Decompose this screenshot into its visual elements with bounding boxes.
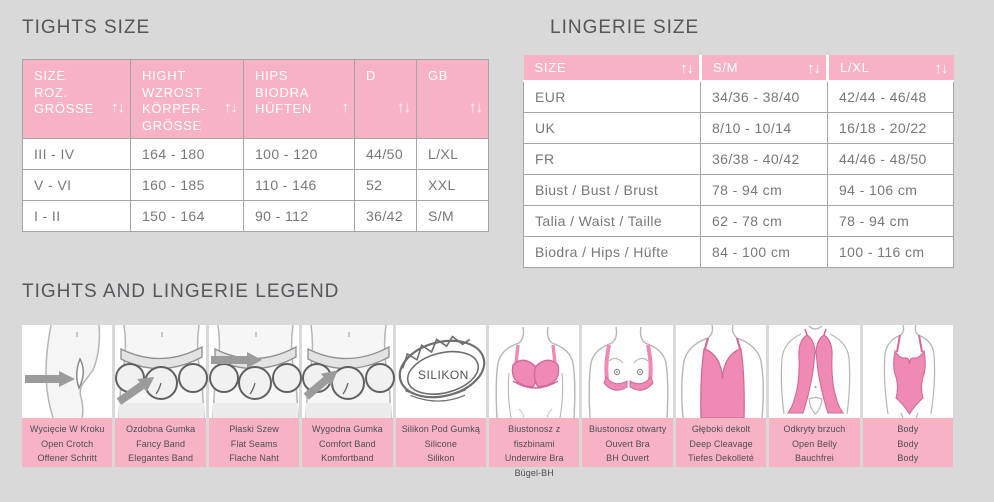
- tights-table-row: [23, 201, 489, 232]
- column-label-line: BIODRA: [255, 84, 310, 100]
- tights-table-row: [23, 139, 489, 170]
- legend-label-pl: Biustonosz otwarty: [588, 424, 667, 434]
- legend-item-deep-cleavage: [676, 325, 766, 467]
- legend-label-pl: Wycięcie W Kroku: [29, 424, 105, 434]
- legend-item-body: [863, 325, 953, 467]
- body-icon: [863, 325, 953, 418]
- lingerie-size-table: [523, 55, 954, 268]
- tights-cell-r1-c1: 160 - 185: [131, 170, 244, 201]
- sort-up-icon[interactable]: ↑: [341, 99, 348, 116]
- column-label-line: HIPS: [255, 68, 289, 83]
- legend-label-de: Tiefes Dekolleté: [688, 453, 754, 463]
- legend-caption: [676, 418, 766, 467]
- lingerie-column-header-s-m[interactable]: [701, 55, 828, 81]
- column-label-line: D: [366, 68, 377, 83]
- lingerie-table-row: [524, 143, 954, 174]
- tights-column-header-d[interactable]: [355, 60, 417, 139]
- legend-label-de: Offener Schritt: [37, 453, 97, 463]
- legend-item-ouvert-bra: [582, 325, 672, 467]
- tights-cell-r2-c4: S/M: [417, 201, 489, 232]
- legend-label-de: Flache Naht: [229, 453, 279, 463]
- ouvert-bra-icon: [582, 325, 672, 418]
- legend-label-pl: Body: [897, 424, 919, 434]
- fancy-band-icon: [115, 325, 205, 418]
- lingerie-cell-r3-c2: 94 - 106 cm: [828, 174, 954, 205]
- column-label-line: ROZ.: [34, 84, 68, 100]
- legend-label-pl: Odkryty brzuch: [783, 424, 846, 434]
- legend-label-pl: Płaski Szew: [229, 424, 279, 434]
- legend-label-en: Fancy Band: [136, 438, 186, 449]
- lingerie-cell-r3-c1: 78 - 94 cm: [701, 174, 828, 205]
- column-label-line: SIZE: [34, 68, 66, 83]
- legend-caption: [769, 418, 859, 467]
- legend-label-de: Silikon: [427, 453, 455, 463]
- legend-caption: [22, 418, 112, 467]
- sort-updown-icon[interactable]: ↑↓: [469, 99, 482, 116]
- tights-cell-r0-c1: 164 - 180: [131, 139, 244, 170]
- legend-title: TIGHTS AND LINGERIE LEGEND: [22, 281, 340, 302]
- lingerie-cell-r0-c1: 34/36 - 38/40: [701, 81, 828, 112]
- legend-caption: [115, 418, 205, 467]
- legend-label-de: Bauchfrei: [794, 453, 834, 463]
- column-label-line: WZROST: [142, 84, 203, 100]
- column-label-line: SIZE: [534, 60, 567, 75]
- lingerie-table-row: [524, 112, 954, 143]
- tights-cell-r2-c0: I - II: [23, 201, 131, 232]
- tights-cell-r1-c3: 52: [355, 170, 417, 201]
- tights-column-header-hips[interactable]: [244, 60, 355, 139]
- legend-caption: [302, 418, 392, 467]
- legend-label-pl: Biustonosz z fiszbinami: [508, 424, 561, 449]
- lingerie-table-row: [524, 81, 954, 112]
- column-label-line: KÖRPER-: [142, 101, 207, 116]
- lingerie-cell-r1-c2: 16/18 - 20/22: [828, 112, 954, 143]
- legend-label-pl: Ozdobna Gumka: [125, 424, 196, 434]
- lingerie-column-header-size[interactable]: [524, 55, 701, 81]
- tights-table-head: [23, 60, 489, 139]
- tights-column-header-hight[interactable]: [131, 60, 244, 139]
- lingerie-cell-r2-c2: 44/46 - 48/50: [828, 143, 954, 174]
- legend-item-comfort-band: [302, 325, 392, 467]
- lingerie-table-body: [524, 81, 954, 267]
- legend-caption: [396, 418, 486, 467]
- legend-label-de: BH Ouvert: [606, 453, 650, 463]
- tights-cell-r1-c0: V - VI: [23, 170, 131, 201]
- legend-item-flat-seams: [209, 325, 299, 467]
- legend-label-en: Comfort Band: [319, 438, 376, 449]
- tights-cell-r1-c2: 110 - 146: [244, 170, 355, 201]
- lingerie-cell-r3-c0: Biust / Bust / Brust: [524, 174, 701, 205]
- lingerie-cell-r5-c1: 84 - 100 cm: [701, 236, 828, 267]
- tights-size-title: TIGHTS SIZE: [22, 17, 151, 38]
- open-belly-icon: [769, 325, 859, 418]
- legend-label-en: Underwire Bra: [504, 453, 564, 463]
- sort-updown-icon[interactable]: ↑↓: [224, 99, 237, 116]
- lingerie-table-row: [524, 205, 954, 236]
- tights-size-table: [22, 59, 489, 232]
- tights-cell-r1-c4: XXL: [417, 170, 489, 201]
- legend-label-de: Bügel-BH: [514, 467, 554, 478]
- tights-header-row: [23, 60, 489, 139]
- legend-item-fancy-band: [115, 325, 205, 467]
- tights-column-header-size[interactable]: [23, 60, 131, 139]
- sort-updown-icon[interactable]: ↑↓: [807, 60, 820, 77]
- legend-item-open-crotch: [22, 325, 112, 467]
- svg-text:SILIKON: SILIKON: [417, 368, 469, 382]
- flat-seams-icon: [209, 325, 299, 418]
- column-label-line: GB: [428, 68, 449, 83]
- legend-label-en: Silicone: [424, 438, 457, 449]
- legend-caption: [209, 418, 299, 467]
- tights-cell-r2-c1: 150 - 164: [131, 201, 244, 232]
- sort-updown-icon[interactable]: ↑↓: [680, 60, 693, 77]
- legend-label-en: Body: [897, 438, 919, 449]
- tights-cell-r0-c3: 44/50: [355, 139, 417, 170]
- legend-strip: [22, 325, 953, 478]
- lingerie-header-row: [524, 55, 954, 81]
- tights-table-body: [23, 139, 489, 232]
- lingerie-cell-r4-c1: 62 - 78 cm: [701, 205, 828, 236]
- tights-table-row: [23, 170, 489, 201]
- lingerie-cell-r5-c2: 100 - 116 cm: [828, 236, 954, 267]
- lingerie-cell-r2-c0: FR: [524, 143, 701, 174]
- column-label-line: GRÖSSE: [34, 101, 94, 116]
- deep-cleavage-icon: [676, 325, 766, 418]
- column-label-line: HIGHT: [142, 68, 186, 83]
- legend-label-pl: Głęboki dekolt: [691, 424, 751, 434]
- lingerie-cell-r5-c0: Biodra / Hips / Hüfte: [524, 236, 701, 267]
- legend-label-en: Flat Seams: [230, 438, 278, 449]
- open-crotch-icon: [22, 325, 112, 418]
- lingerie-cell-r4-c0: Talia / Waist / Taille: [524, 205, 701, 236]
- tights-cell-r0-c0: III - IV: [23, 139, 131, 170]
- sort-updown-icon[interactable]: ↑↓: [397, 99, 410, 116]
- tights-cell-r0-c2: 100 - 120: [244, 139, 355, 170]
- legend-label-de: Elegantes Band: [128, 453, 194, 463]
- legend-item-open-belly: [769, 325, 859, 467]
- underwire-bra-icon: [489, 325, 579, 418]
- lingerie-cell-r4-c2: 78 - 94 cm: [828, 205, 954, 236]
- lingerie-cell-r0-c0: EUR: [524, 81, 701, 112]
- tights-cell-r2-c2: 90 - 112: [244, 201, 355, 232]
- lingerie-table-head: [524, 55, 954, 81]
- lingerie-cell-r0-c2: 42/44 - 46/48: [828, 81, 954, 112]
- legend-label-de: Komfortband: [321, 453, 374, 463]
- sort-updown-icon[interactable]: ↑↓: [111, 99, 124, 116]
- legend-caption: [863, 418, 953, 467]
- column-label-line: L/XL: [840, 60, 870, 75]
- legend-caption: [582, 418, 672, 467]
- column-label-line: HÜFTEN: [255, 101, 312, 116]
- silicone-icon: [396, 325, 486, 418]
- legend-caption: [489, 418, 579, 478]
- lingerie-cell-r1-c0: UK: [524, 112, 701, 143]
- legend-label-en: Ouvert Bra: [605, 438, 650, 449]
- legend-item-underwire-bra: [489, 325, 579, 478]
- lingerie-table-row: [524, 174, 954, 205]
- legend-item-silicone: [396, 325, 486, 467]
- legend-label-en: Open Belly: [791, 438, 837, 449]
- legend-label-en: Deep Cleavage: [689, 438, 753, 449]
- tights-cell-r0-c4: L/XL: [417, 139, 489, 170]
- lingerie-cell-r2-c1: 36/38 - 40/42: [701, 143, 828, 174]
- legend-label-pl: Silikon Pod Gumką: [401, 424, 480, 434]
- tights-cell-r2-c3: 36/42: [355, 201, 417, 232]
- legend-label-en: Open Crotch: [41, 438, 94, 449]
- sort-updown-icon[interactable]: ↑↓: [934, 60, 948, 77]
- comfort-band-icon: [302, 325, 392, 418]
- legend-label-de: Body: [897, 453, 919, 463]
- column-label-line: S/M: [713, 60, 739, 75]
- lingerie-size-title: LINGERIE SIZE: [550, 17, 700, 38]
- tights-column-header-gb[interactable]: [417, 60, 489, 139]
- lingerie-column-header-l-xl[interactable]: [828, 55, 954, 81]
- lingerie-table-row: [524, 236, 954, 267]
- lingerie-cell-r1-c1: 8/10 - 10/14: [701, 112, 828, 143]
- legend-label-pl: Wygodna Gumka: [312, 424, 383, 434]
- column-label-line: GRÖSSE: [142, 117, 202, 133]
